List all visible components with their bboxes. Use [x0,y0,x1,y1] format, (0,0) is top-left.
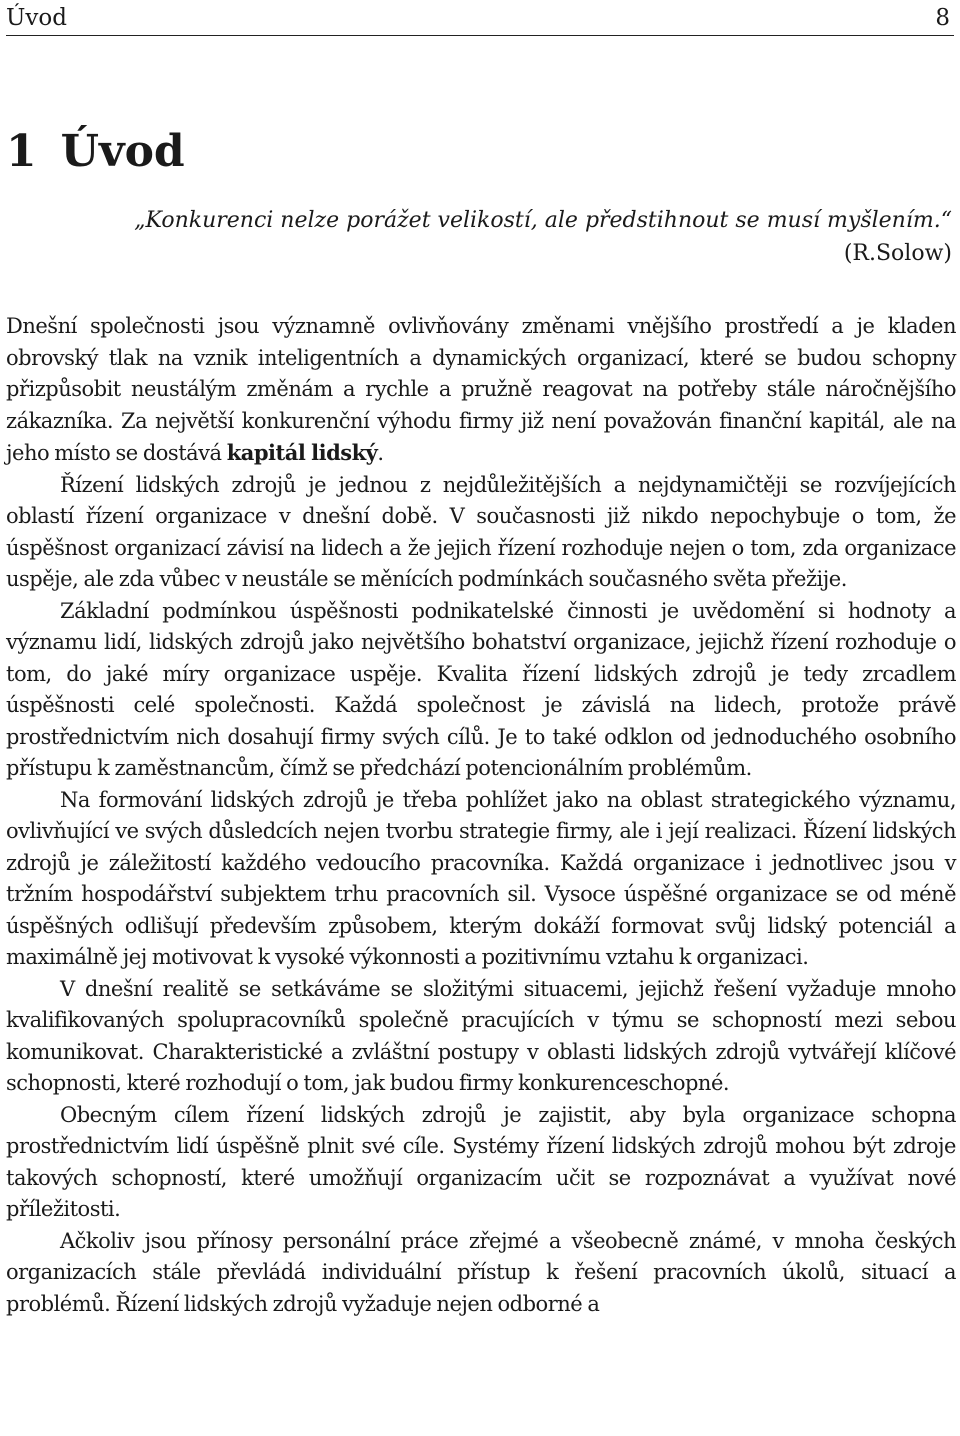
emphasis-text: kapitál lidský [226,440,378,465]
paragraph: Obecným cílem řízení lidských zdrojů je zajistit, aby byla organizace schopna prostřednictvím lidí úspěšně plnit své cíle. Systémy řízení lidských zdrojů mohou být zdroje takových schopností, které umožňují organizacím učit se rozpoznávat a využívat nové příležitosti. [6,1102,956,1221]
chapter-heading [6,120,185,184]
paragraph-text: Dnešní společnosti jsou významně ovlivňovány změnami vnějšího prostředí a je kladen obrovský tlak na vznik inteligentních a dynamických organizací, které se budou schopny přizpůsobit neustálým změnám a rychle a pružně reagovat na potřeby stále náročnějšího zákazníka. Za největší konkurenční výhodu firmy již není považován finanční kapitál, ale na jeho místo se dostává [6,314,956,465]
body-text [6,311,956,1320]
page-number: 8 [935,5,950,31]
paragraph: V dnešní realitě se setkáváme se složitými situacemi, jejichž řešení vyžaduje mnoho kvalifikovaných spolupracovníků společně pracujících v týmu se schopností mezi sebou komunikovat. Charakteristické a zvláštní postupy v oblasti lidských zdrojů vytvářejí klíčové schopnosti, které rozhodují o tom, jak budou firmy konkurenceschopné. [6,976,956,1095]
paragraph: Na formování lidských zdrojů je třeba pohlížet jako na oblast strategického významu, ovlivňující ve svých důsledcích nejen tvorbu strategie firmy, ale i její realizaci. Řízení lidských zdrojů je záležitostí každého vedoucího pracovníka. Každá organizace i jednotlivec jsou v tržním hospodářství subjektem trhu pracovních sil. Vysoce úspěšné organizace se od méně úspěšných odlišují především způsobem, kterým dokáží formovat svůj lidský potenciál a maximálně jej motivovat k vysoké výkonnosti a pozitivnímu vztahu k organizaci. [6,787,956,969]
paragraph [6,311,956,470]
paragraph: Řízení lidských zdrojů je jednou z nejdůležitějších a nejdynamičtěji se rozvíjejících oblastí řízení organizace v dnešní době. V současnosti již nikdo nepochybuje o tom, že úspěšnost organizací závisí na lidech a že jejich řízení rozhoduje nejen o tom, zda organizace uspěje, ale zda vůbec v neustále se měnících podmínkách současného světa přežije. [6,472,956,591]
chapter-number: 1 [6,126,37,177]
running-title: Úvod [6,5,67,31]
paragraph: Ačkoliv jsou přínosy personální práce zřejmé a všeobecně známé, v mnoha českých organizacích stále převládá individuální přístup k řešení pracovních úkolů, situací a problémů. Řízení lidských zdrojů vyžaduje nejen odborné a [6,1228,956,1316]
epigraph-quote: „Konkurenci nelze porážet velikostí, ale předstihnout se musí myšlením.“ [134,208,952,233]
running-header [6,2,954,36]
paragraph-text: . [377,441,384,465]
paragraph: Základní podmínkou úspěšnosti podnikatelské činnosti je uvědomění si hodnoty a významu lidí, lidských zdrojů jako největšího bohatství organizace, jejichž řízení rozhoduje o tom, do jaké míry organizace uspěje. Kvalita řízení lidských zdrojů je tedy zrcadlem úspěšnosti celé společnosti. Každá společnost je závislá na lidech, protože právě prostřednictvím nich dosahují firmy svých cílů. Je to také odklon od jednoduchého osobního přístupu k zaměstnancům, čímž se předchází potencionálním problémům. [6,598,956,780]
epigraph [6,204,952,270]
epigraph-author: (R.Solow) [843,241,952,266]
chapter-title: Úvod [60,126,185,177]
